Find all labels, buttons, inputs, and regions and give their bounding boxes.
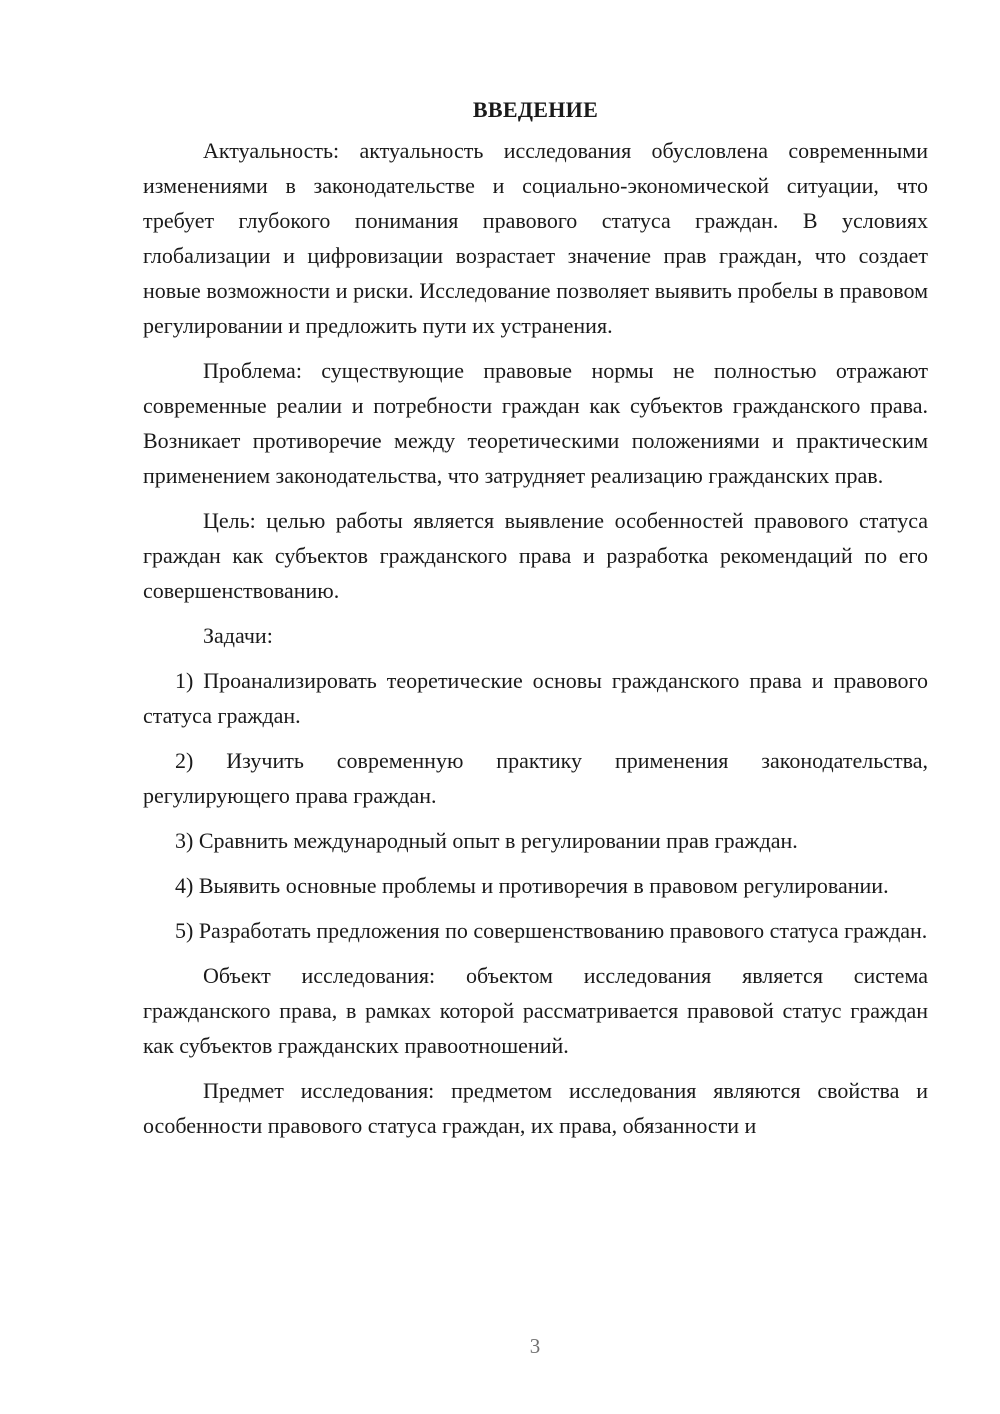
problem-paragraph: Проблема: существующие правовые нормы не полностью отражают современные реалии и потребности граждан как субъектов гражданского права. Возникает противоречие между теоретическими положениями и практическим применением законодательства, что затрудняет реализацию гражданских прав. [143,358,928,488]
goal-paragraph: Цель: целью работы является выявление особенностей правового статуса граждан как субъектов гражданского права и разработка рекомендаций по его совершенствованию. [143,508,928,603]
page-number: 3 [529,1334,541,1358]
object-paragraph: Объект исследования: объектом исследования является система гражданского права, в рамках которой рассматривается правовой статус граждан как субъектов гражданских правоотношений. [143,963,928,1058]
relevance-paragraph: Актуальность: актуальность исследования обусловлена современными изменениями в законодательстве и социально-экономической ситуации, что требует глубокого понимания правового статуса граждан. В условиях глобализации и цифровизации возрастает значение прав граждан, что создает новые возможности и риски. Исследование позволяет выявить пробелы в правовом регулировании и предложить пути их устранения. [143,138,928,338]
document-page [143,92,928,1153]
task-item-3: 3) Сравнить международный опыт в регулировании прав граждан. [175,828,798,853]
task-item-2: 2) Изучить современную практику применения законодательства, регулирующего права граждан. [143,748,928,808]
task-item-1: 1) Проанализировать теоретические основы гражданского права и правового статуса граждан. [143,668,928,728]
task-item-4: 4) Выявить основные проблемы и противоречия в правовом регулировании. [175,873,889,898]
section-title: ВВЕДЕНИЕ [472,97,599,122]
subject-paragraph: Предмет исследования: предметом исследования являются свойства и особенности правового статуса граждан, их права, обязанности и [143,1078,928,1138]
task-item-5: 5) Разработать предложения по совершенствованию правового статуса граждан. [175,918,928,943]
tasks-heading: Задачи: [203,623,273,648]
